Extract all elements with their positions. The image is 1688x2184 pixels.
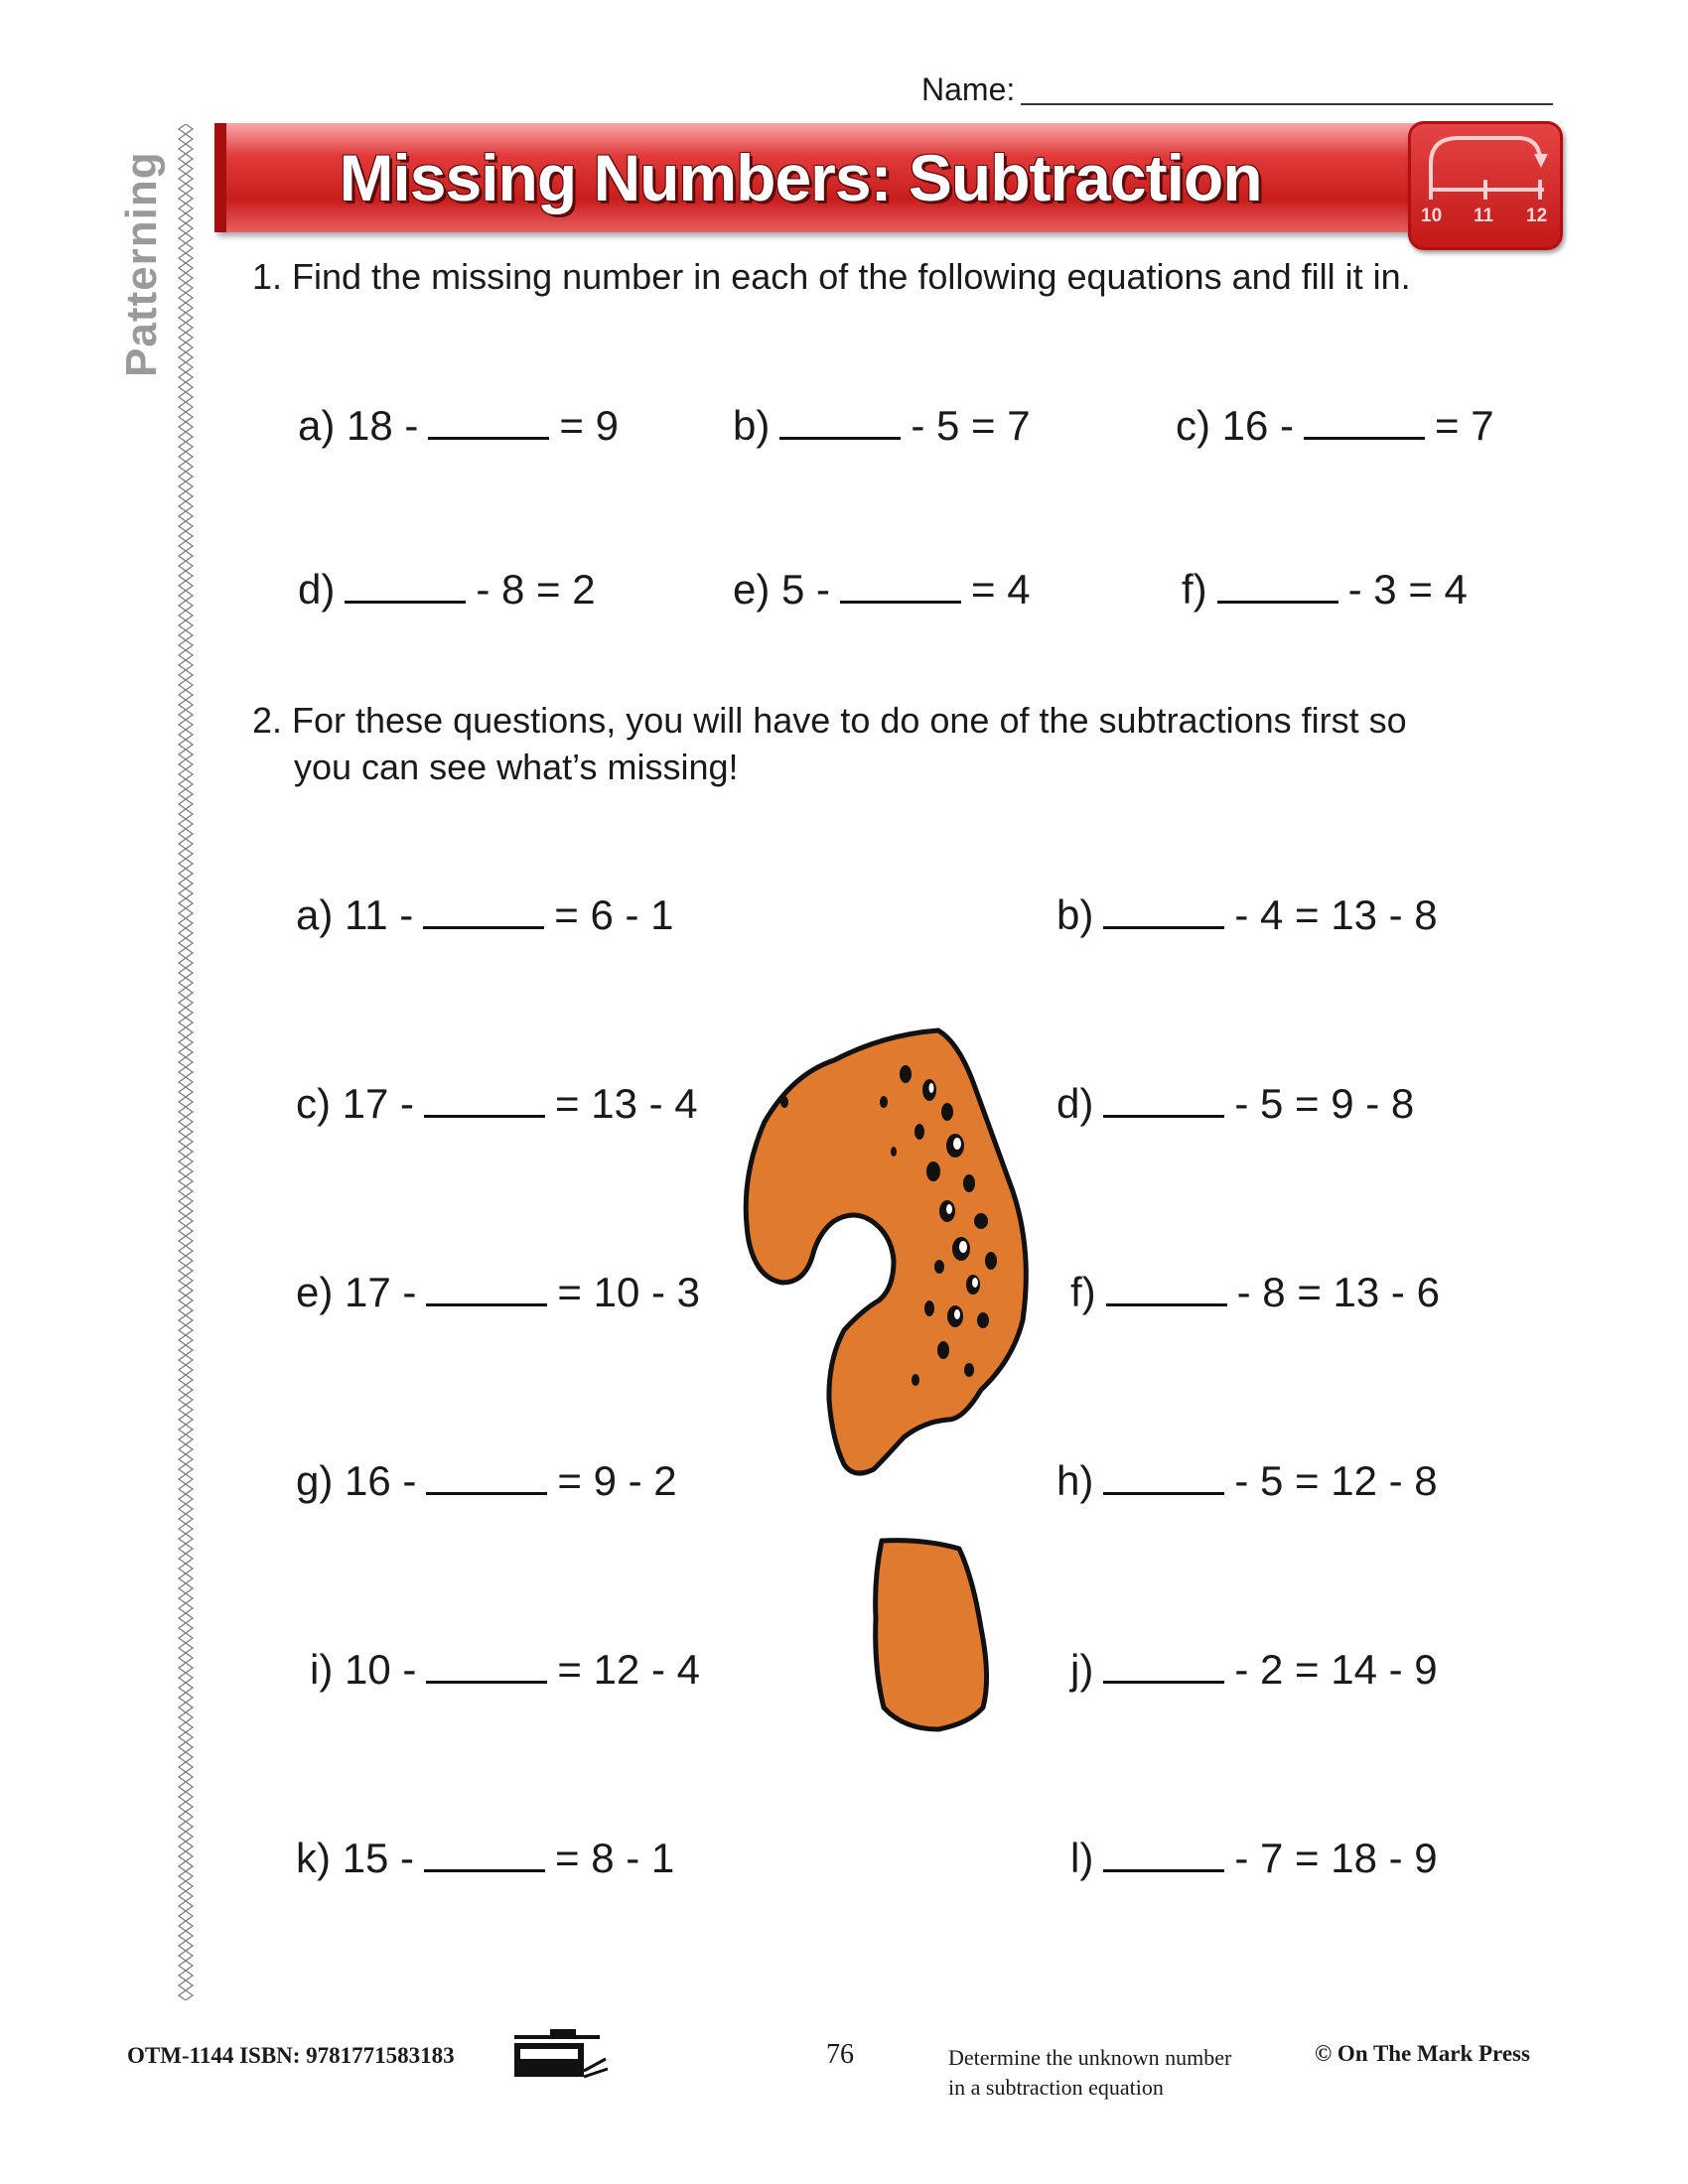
q2-item-c bbox=[296, 1080, 698, 1128]
q1-before: 18 - bbox=[347, 402, 419, 449]
diamond-shape bbox=[179, 184, 193, 194]
diamond-shape bbox=[179, 1623, 193, 1633]
diamond-shape bbox=[179, 382, 193, 392]
diamond-shape bbox=[179, 134, 193, 144]
diamond-shape bbox=[179, 442, 193, 452]
side-label-text: Patterning bbox=[117, 151, 166, 377]
diamond-shape bbox=[179, 1871, 193, 1881]
q2-label: d) bbox=[1056, 1080, 1094, 1127]
q2-item-e bbox=[296, 1269, 700, 1316]
diamond-shape bbox=[179, 720, 193, 730]
diamond-shape bbox=[179, 1454, 193, 1464]
diamond-shape bbox=[179, 1504, 193, 1514]
q2-after: - 2 = 14 - 9 bbox=[1234, 1646, 1438, 1693]
q1-label: a) bbox=[298, 402, 336, 449]
diamond-shape bbox=[179, 1027, 193, 1037]
q2-after: = 12 - 4 bbox=[557, 1646, 700, 1693]
diamond-shape bbox=[179, 819, 193, 829]
diamond-shape bbox=[179, 1474, 193, 1484]
answer-blank[interactable] bbox=[1106, 1274, 1227, 1306]
diamond-shape bbox=[179, 1971, 193, 1980]
diamond-shape bbox=[179, 1246, 193, 1256]
q1-label: f) bbox=[1182, 566, 1207, 613]
diamond-shape bbox=[179, 472, 193, 481]
diamond-shape bbox=[179, 888, 193, 898]
diamond-shape bbox=[179, 879, 193, 888]
diamond-shape bbox=[179, 501, 193, 511]
q2-label: h) bbox=[1056, 1457, 1094, 1504]
diamond-shape bbox=[179, 313, 193, 323]
diamond-shape bbox=[179, 1861, 193, 1871]
diamond-shape bbox=[179, 412, 193, 422]
diamond-shape bbox=[179, 1186, 193, 1196]
diamond-shape bbox=[179, 1305, 193, 1315]
diamond-shape bbox=[179, 422, 193, 432]
q2-item-k bbox=[296, 1835, 674, 1882]
q2-item-f bbox=[1070, 1269, 1440, 1316]
diamond-shape bbox=[179, 849, 193, 859]
icon-number-11: 11 bbox=[1474, 205, 1494, 226]
diamond-shape bbox=[179, 1008, 193, 1018]
diamond-shape bbox=[179, 968, 193, 978]
q1-item-c bbox=[1176, 402, 1494, 450]
diamond-shape bbox=[179, 1851, 193, 1861]
q2-label: b) bbox=[1056, 891, 1094, 938]
diamond-shape bbox=[179, 1663, 193, 1673]
diamond-shape bbox=[179, 1762, 193, 1772]
footer-product-code: OTM-1144 ISBN: 9781771583183 bbox=[127, 2043, 455, 2068]
q2-before: 11 - bbox=[345, 891, 414, 938]
diamond-shape bbox=[179, 1683, 193, 1693]
diamond-shape bbox=[179, 978, 193, 988]
answer-blank[interactable] bbox=[345, 571, 466, 604]
q2-item-b bbox=[1056, 891, 1438, 939]
diamond-shape bbox=[179, 1216, 193, 1226]
diamond-shape bbox=[179, 1206, 193, 1216]
diamond-shape bbox=[179, 1703, 193, 1712]
diamond-shape bbox=[179, 759, 193, 769]
diamond-shape bbox=[179, 1782, 193, 1792]
diamond-shape bbox=[179, 511, 193, 521]
diamond-shape bbox=[179, 680, 193, 690]
diamond-shape bbox=[179, 1842, 193, 1851]
diamond-shape bbox=[179, 1415, 193, 1425]
q2-item-g bbox=[296, 1457, 677, 1505]
diamond-shape bbox=[179, 779, 193, 789]
diamond-shape bbox=[179, 1494, 193, 1504]
q2-before: 15 - bbox=[342, 1835, 415, 1881]
diamond-shape bbox=[179, 1444, 193, 1454]
diamond-shape bbox=[179, 1434, 193, 1444]
diamond-shape bbox=[179, 481, 193, 491]
diamond-shape bbox=[179, 551, 193, 561]
diamond-shape bbox=[179, 1087, 193, 1097]
q2-before: 10 - bbox=[345, 1646, 417, 1693]
diamond-shape bbox=[179, 303, 193, 313]
diamond-shape bbox=[179, 829, 193, 839]
q2-item-d bbox=[1056, 1080, 1414, 1128]
diamond-shape bbox=[179, 561, 193, 571]
diamond-shape bbox=[179, 273, 193, 283]
diamond-shape bbox=[179, 1057, 193, 1067]
q2-after: - 7 = 18 - 9 bbox=[1234, 1835, 1438, 1881]
q1-item-b bbox=[733, 402, 1031, 450]
diamond-shape bbox=[179, 1534, 193, 1544]
diamond-shape bbox=[179, 531, 193, 541]
diamond-shape bbox=[179, 1335, 193, 1345]
diamond-shape bbox=[179, 1951, 193, 1961]
diamond-shape bbox=[179, 1544, 193, 1554]
q2-item-h bbox=[1056, 1457, 1438, 1505]
q2-label: j) bbox=[1070, 1646, 1094, 1693]
diamond-shape bbox=[179, 1226, 193, 1236]
icon-number-10: 10 bbox=[1421, 205, 1443, 226]
diamond-shape bbox=[179, 1296, 193, 1305]
diamond-shape bbox=[179, 164, 193, 174]
q2-label: i) bbox=[310, 1646, 334, 1693]
q2-label: c) bbox=[296, 1080, 331, 1127]
diamond-shape bbox=[179, 144, 193, 154]
diamond-shape bbox=[179, 1792, 193, 1802]
diamond-shape bbox=[179, 1742, 193, 1752]
diamond-shape bbox=[179, 789, 193, 799]
diamond-shape bbox=[179, 1603, 193, 1613]
diamond-shape bbox=[179, 611, 193, 620]
diamond-shape bbox=[179, 1355, 193, 1365]
diamond-shape bbox=[179, 1653, 193, 1663]
q2-before: 17 - bbox=[345, 1269, 417, 1315]
diamond-shape bbox=[179, 243, 193, 253]
q1-before: 5 - bbox=[781, 566, 831, 613]
answer-blank[interactable] bbox=[1103, 1085, 1224, 1118]
diamond-shape bbox=[179, 958, 193, 968]
diamond-shape bbox=[179, 1722, 193, 1732]
diamond-shape bbox=[179, 223, 193, 233]
diamond-shape bbox=[179, 1693, 193, 1703]
diamond-shape bbox=[179, 1018, 193, 1027]
page-number: 76 bbox=[826, 2039, 854, 2070]
answer-blank[interactable] bbox=[426, 1651, 547, 1684]
question-2-prompt-line-1: 2. For these questions, you will have to do one of the subtractions first so bbox=[252, 700, 1407, 741]
diamond-shape bbox=[179, 1137, 193, 1147]
diamond-shape bbox=[179, 859, 193, 869]
diamond-shape bbox=[179, 1712, 193, 1722]
footer-description bbox=[948, 2043, 1306, 2103]
q2-after: - 4 = 13 - 8 bbox=[1234, 891, 1438, 938]
answer-blank[interactable] bbox=[1103, 896, 1224, 929]
q2-after: - 8 = 13 - 6 bbox=[1236, 1269, 1440, 1315]
q2-label: e) bbox=[296, 1269, 334, 1315]
diamond-shape bbox=[179, 213, 193, 223]
diamond-shape bbox=[179, 640, 193, 650]
diamond-shape bbox=[179, 809, 193, 819]
diamond-shape bbox=[179, 1931, 193, 1941]
diamond-shape bbox=[179, 928, 193, 938]
q2-label: a) bbox=[296, 891, 334, 938]
diamond-shape bbox=[179, 1236, 193, 1246]
question-mark-illustration bbox=[735, 1023, 1053, 1737]
diamond-shape bbox=[179, 1961, 193, 1971]
diamond-shape bbox=[179, 402, 193, 412]
q1-after: = 4 bbox=[971, 566, 1031, 613]
diamond-shape bbox=[179, 1266, 193, 1276]
diamond-shape bbox=[179, 1425, 193, 1434]
footer-description-line-1: Determine the unknown number bbox=[948, 2045, 1232, 2070]
diamond-shape bbox=[179, 869, 193, 879]
diamond-shape bbox=[179, 521, 193, 531]
q2-label: l) bbox=[1070, 1835, 1094, 1881]
diamond-shape bbox=[179, 432, 193, 442]
q2-after: = 6 - 1 bbox=[554, 891, 674, 938]
q2-after: - 5 = 12 - 8 bbox=[1234, 1457, 1438, 1504]
q2-item-j bbox=[1070, 1646, 1438, 1694]
diamond-shape bbox=[179, 1484, 193, 1494]
answer-blank[interactable] bbox=[423, 896, 544, 929]
q1-after: = 7 bbox=[1435, 402, 1494, 449]
diamond-shape bbox=[179, 839, 193, 849]
diamond-shape bbox=[179, 342, 193, 352]
diamond-shape bbox=[179, 591, 193, 601]
diamond-shape bbox=[179, 1375, 193, 1385]
number-line-icon bbox=[1408, 121, 1563, 250]
diamond-shape bbox=[179, 1911, 193, 1921]
name-label: Name: bbox=[921, 71, 1016, 107]
q1-after: - 3 = 4 bbox=[1347, 566, 1468, 613]
answer-blank[interactable] bbox=[1217, 571, 1338, 604]
q2-item-i bbox=[310, 1646, 700, 1694]
diamond-shape bbox=[179, 620, 193, 630]
diamond-shape bbox=[179, 1176, 193, 1186]
q2-after: = 10 - 3 bbox=[557, 1269, 701, 1315]
diamond-shape bbox=[179, 1583, 193, 1593]
diamond-shape bbox=[179, 1464, 193, 1474]
q2-label: f) bbox=[1070, 1269, 1096, 1315]
diamond-shape bbox=[179, 1256, 193, 1266]
diamond-shape bbox=[179, 1405, 193, 1415]
answer-blank[interactable] bbox=[1103, 1462, 1224, 1495]
diamond-shape bbox=[179, 491, 193, 501]
diamond-shape bbox=[179, 918, 193, 928]
diamond-shape bbox=[179, 1921, 193, 1931]
diamond-shape bbox=[179, 630, 193, 640]
diamond-shape bbox=[179, 690, 193, 700]
diamond-shape bbox=[179, 541, 193, 551]
diamond-shape bbox=[179, 1524, 193, 1534]
diamond-shape bbox=[179, 1077, 193, 1087]
diamond-shape bbox=[179, 898, 193, 908]
diamond-shape bbox=[179, 1047, 193, 1057]
diamond-shape bbox=[179, 263, 193, 273]
diamond-shape bbox=[179, 283, 193, 293]
q1-label: e) bbox=[733, 566, 771, 613]
diamond-shape bbox=[179, 1395, 193, 1405]
diamond-shape bbox=[179, 1990, 193, 2000]
diamond-shape bbox=[179, 372, 193, 382]
diamond-shape bbox=[179, 124, 193, 134]
diamond-shape bbox=[179, 1573, 193, 1583]
q1-item-d bbox=[298, 566, 596, 614]
q1-item-f bbox=[1182, 566, 1468, 614]
diamond-shape bbox=[179, 769, 193, 779]
diamond-shape bbox=[179, 700, 193, 710]
answer-blank[interactable] bbox=[779, 407, 901, 440]
answer-blank[interactable] bbox=[1103, 1840, 1224, 1872]
q2-label: k) bbox=[296, 1835, 331, 1881]
q1-item-e bbox=[733, 566, 1031, 614]
diamond-shape bbox=[179, 1147, 193, 1157]
answer-blank[interactable] bbox=[426, 1274, 547, 1306]
name-field-line[interactable] bbox=[1021, 103, 1553, 105]
q1-label: d) bbox=[298, 566, 336, 613]
diamond-shape bbox=[179, 710, 193, 720]
diamond-shape bbox=[179, 1881, 193, 1891]
answer-blank[interactable] bbox=[428, 407, 549, 440]
diamond-shape bbox=[179, 154, 193, 164]
diamond-shape bbox=[179, 650, 193, 660]
q1-item-a bbox=[298, 402, 619, 450]
q1-after: - 5 = 7 bbox=[911, 402, 1031, 449]
diamond-shape bbox=[179, 1822, 193, 1832]
diamond-shape bbox=[179, 293, 193, 303]
q1-after: - 8 = 2 bbox=[476, 566, 596, 613]
copier-icon bbox=[510, 2025, 610, 2081]
diamond-shape bbox=[179, 333, 193, 342]
diamond-shape bbox=[179, 1514, 193, 1524]
footer-copyright: © On The Mark Press bbox=[1315, 2041, 1530, 2066]
answer-blank[interactable] bbox=[424, 1085, 545, 1118]
q2-after: = 13 - 4 bbox=[555, 1080, 698, 1127]
diamond-shape bbox=[179, 1554, 193, 1564]
diamond-shape bbox=[179, 581, 193, 591]
diamond-shape bbox=[179, 1802, 193, 1812]
diamond-shape bbox=[179, 352, 193, 362]
diamond-shape bbox=[179, 1286, 193, 1296]
question-2-prompt-line-2: you can see what’s missing! bbox=[294, 747, 739, 787]
diamond-shape bbox=[179, 1891, 193, 1901]
diamond-shape bbox=[179, 750, 193, 759]
page-title: Missing Numbers: Subtraction bbox=[339, 141, 1262, 214]
diamond-shape bbox=[179, 908, 193, 918]
diamond-shape bbox=[179, 462, 193, 472]
footer-description-line-2: in a subtraction equation bbox=[948, 2075, 1164, 2100]
diamond-shape bbox=[179, 601, 193, 611]
diamond-shape bbox=[179, 1196, 193, 1206]
q2-after: - 5 = 9 - 8 bbox=[1234, 1080, 1415, 1127]
question-1-prompt: 1. Find the missing number in each of the following equations and fill it in. bbox=[252, 256, 1411, 297]
diamond-shape bbox=[179, 740, 193, 750]
diamond-shape bbox=[179, 799, 193, 809]
diamond-shape bbox=[179, 1633, 193, 1643]
q2-after: = 9 - 2 bbox=[557, 1457, 677, 1504]
diamond-shape bbox=[179, 1365, 193, 1375]
diamond-shape bbox=[179, 362, 193, 372]
diamond-shape bbox=[179, 938, 193, 948]
diamond-shape bbox=[179, 392, 193, 402]
diamond-shape bbox=[179, 1752, 193, 1762]
diamond-shape bbox=[179, 1732, 193, 1742]
diamond-shape bbox=[179, 1107, 193, 1117]
diamond-shape bbox=[179, 1315, 193, 1325]
q2-label: g) bbox=[296, 1457, 334, 1504]
diamond-shape bbox=[179, 1613, 193, 1623]
diamond-shape bbox=[179, 233, 193, 243]
q1-label: b) bbox=[733, 402, 771, 449]
diamond-shape bbox=[179, 988, 193, 998]
diamond-shape bbox=[179, 571, 193, 581]
diamond-shape bbox=[179, 670, 193, 680]
diamond-shape bbox=[179, 1157, 193, 1166]
side-label bbox=[117, 139, 177, 387]
diamond-shape bbox=[179, 1772, 193, 1782]
diamond-shape bbox=[179, 452, 193, 462]
diamond-shape bbox=[179, 1097, 193, 1107]
diamond-shape bbox=[179, 948, 193, 958]
diamond-shape bbox=[179, 194, 193, 204]
icon-number-12: 12 bbox=[1526, 205, 1548, 226]
diamond-shape bbox=[179, 1127, 193, 1137]
answer-blank[interactable] bbox=[1304, 407, 1425, 440]
diamond-shape bbox=[179, 1593, 193, 1603]
diamond-shape bbox=[179, 1385, 193, 1395]
diamond-shape bbox=[179, 1564, 193, 1573]
diamond-shape bbox=[179, 1037, 193, 1047]
q2-before: 17 - bbox=[342, 1080, 415, 1127]
diamond-shape bbox=[179, 1980, 193, 1990]
q2-before: 16 - bbox=[345, 1457, 417, 1504]
answer-blank[interactable] bbox=[840, 571, 961, 604]
diamond-shape bbox=[179, 1166, 193, 1176]
diamond-shape bbox=[179, 1325, 193, 1335]
q2-item-l bbox=[1070, 1835, 1438, 1882]
diamond-shape bbox=[179, 1901, 193, 1911]
q1-before: 16 - bbox=[1221, 402, 1295, 449]
diamond-shape bbox=[179, 1941, 193, 1951]
q1-after: = 9 bbox=[559, 402, 619, 449]
diamond-shape bbox=[179, 204, 193, 213]
answer-blank[interactable] bbox=[1103, 1651, 1224, 1684]
q1-label: c) bbox=[1176, 402, 1210, 449]
diamond-shape bbox=[179, 253, 193, 263]
answer-blank[interactable] bbox=[424, 1840, 545, 1872]
q2-after: = 8 - 1 bbox=[555, 1835, 675, 1881]
diamond-shape bbox=[179, 1812, 193, 1822]
diamond-shape bbox=[179, 1067, 193, 1077]
diamond-shape bbox=[179, 730, 193, 740]
diamond-shape bbox=[179, 998, 193, 1008]
diamond-shape bbox=[179, 1117, 193, 1127]
diamond-shape bbox=[179, 1643, 193, 1653]
diamond-shape bbox=[179, 1345, 193, 1355]
diamond-shape bbox=[179, 1832, 193, 1842]
diamond-shape bbox=[179, 1673, 193, 1683]
diamond-shape bbox=[179, 174, 193, 184]
diamond-shape bbox=[179, 323, 193, 333]
diamond-border-strip bbox=[175, 124, 197, 2000]
answer-blank[interactable] bbox=[426, 1462, 547, 1495]
q2-item-a bbox=[296, 891, 674, 939]
diamond-shape bbox=[179, 660, 193, 670]
diamond-shape bbox=[179, 1276, 193, 1286]
